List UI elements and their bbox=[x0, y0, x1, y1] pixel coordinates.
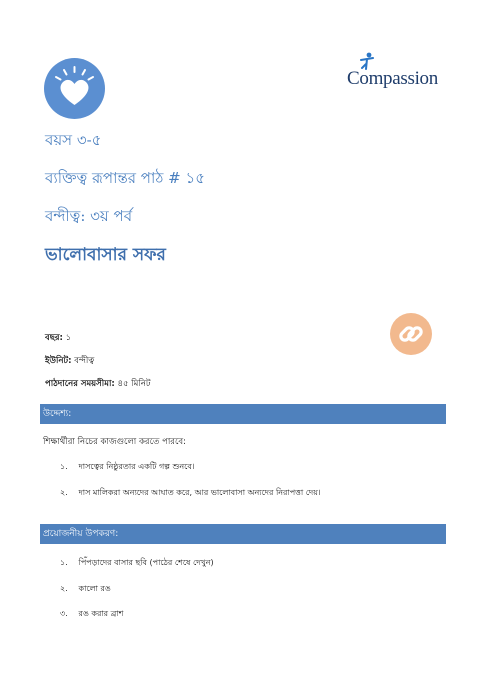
meta-year-label: বছর: bbox=[45, 333, 63, 343]
compassion-logo bbox=[347, 58, 447, 88]
meta-unit bbox=[45, 354, 94, 368]
meta-time-label: পাঠদানের সময়সীমা: bbox=[45, 379, 115, 389]
list-text: দাস মালিকরা অন্যদের আঘাত করে, আর ভালোবাসা অন্যদের নিরাপত্তা দেয়। bbox=[78, 488, 321, 497]
meta-year-value: ১ bbox=[65, 333, 72, 343]
lesson-title: ভালোবাসার সফর bbox=[45, 245, 166, 265]
heart-icon bbox=[44, 58, 105, 119]
logo-wordmark: Compassion bbox=[347, 68, 438, 89]
list-number: ২. bbox=[60, 488, 68, 497]
list-number: ৩. bbox=[60, 609, 68, 618]
list-item bbox=[60, 583, 111, 596]
lesson-part: বন্দীত্ব: ৩য় পর্ব bbox=[45, 207, 133, 225]
objectives-intro: শিক্ষার্থীরা নিচের কাজগুলো করতে পারবে: bbox=[43, 437, 186, 447]
list-text: দাসত্বের নিষ্ঠুরতার একটি গল্প শুনবে। bbox=[78, 462, 195, 471]
link-icon[interactable] bbox=[390, 313, 432, 355]
list-item bbox=[60, 557, 214, 570]
lesson-series: ব্যক্তিত্ব রূপান্তর পাঠ # ১৫ bbox=[45, 169, 205, 187]
objectives-heading: উদ্দেশ্য: bbox=[40, 404, 446, 424]
list-number: ১. bbox=[60, 558, 68, 567]
materials-heading: প্রয়োজনীয় উপকরণ: bbox=[40, 524, 446, 544]
list-number: ২. bbox=[60, 584, 68, 593]
list-text: রঙ করার ব্রাশ bbox=[78, 609, 124, 618]
meta-time bbox=[45, 377, 151, 391]
meta-unit-label: ইউনিট: bbox=[45, 356, 72, 366]
meta-year bbox=[45, 331, 71, 345]
list-text: পিঁপড়াদের বাসার ছবি (পাঠের শেষে দেখুন) bbox=[78, 558, 214, 567]
meta-time-value: ৪৫ মিনিট bbox=[117, 379, 151, 389]
list-text: কালো রঙ bbox=[78, 584, 111, 593]
list-item bbox=[60, 487, 321, 500]
age-range: বয়স ৩-৫ bbox=[45, 131, 102, 149]
list-item bbox=[60, 608, 123, 621]
meta-unit-value: বন্দীত্ব bbox=[74, 356, 95, 366]
list-number: ১. bbox=[60, 462, 68, 471]
list-item bbox=[60, 461, 195, 474]
